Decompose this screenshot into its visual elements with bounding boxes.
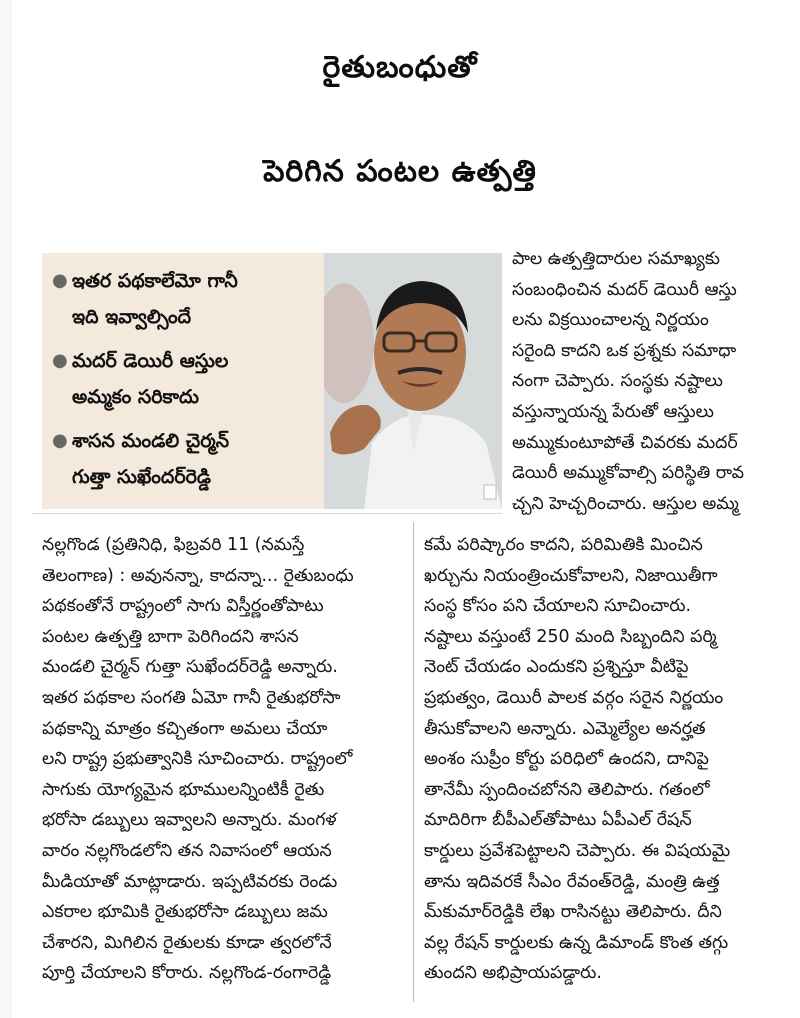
text-line: సంస్థ కోసం పని చేయాలని సూచించారు.: [424, 596, 692, 617]
text-line: కమే పరిష్కారం కాదని, పరిమితికి మించిన: [424, 535, 703, 555]
text-line: సాగుకు యోగ్యమైన భూములన్నింటికీ రైతు: [42, 779, 325, 800]
highlights-box: [42, 253, 324, 509]
highlight-text: గుత్తా సుఖేందర్‌రెడ్డి: [72, 466, 211, 488]
text-line: పాల ఉత్పత్తిదారుల సమాఖ్యకు: [512, 249, 720, 269]
text-line: మాదిరిగా బీపీఎల్‌తోపాటు ఏపీఎల్ రేషన్: [424, 810, 692, 831]
text-line: నల్లగొండ (ప్రతినిధి, ఫిబ్రవరి 11 (నమస్తే: [42, 535, 305, 555]
highlight-text: శాసన మండలి చైర్మన్: [72, 430, 230, 452]
highlight-text: ఇది ఇవ్వాల్సిందే: [72, 306, 192, 328]
text-line: తాను ఇదివరకే సీఎం రేవంత్‌రెడ్డి, మంత్రి ఉత్త: [424, 871, 720, 892]
text-line: లను విక్రయించాలన్న నిర్ణయం: [512, 310, 709, 331]
text-line: అమ్ముకుంటూపోతే చివరకు మదర్: [512, 432, 738, 453]
article-column-right: [424, 530, 784, 989]
text-line: ఖర్చును నియంత్రించుకోవాలని, నిజాయితీగా: [424, 565, 718, 586]
bullet-icon: ●: [52, 350, 68, 371]
text-line: తుందని అభిప్రాయపడ్డారు.: [424, 963, 602, 984]
text-line: సంబంధించిన మదర్ డెయిరీ ఆస్తు: [512, 279, 737, 300]
highlight-text: అమ్మకం సరికాదు: [72, 386, 199, 408]
highlight-item: [52, 263, 318, 335]
text-line: వస్తున్నాయన్న పేరుతో ఆస్తులు: [512, 401, 714, 422]
text-line: తీసుకోవాలని అన్నారు. ఎమ్మెల్యేల అనర్హత: [424, 718, 706, 739]
headline-line-1: రైతుబంధుతో: [322, 50, 478, 85]
text-line: మీడియాతో మాట్లాడారు. ఇప్పటివరకు రెండు: [42, 871, 338, 892]
article-column-left: [42, 530, 410, 989]
text-line: చ్చని హెచ్చరించారు. ఆస్తుల అమ్మ: [512, 493, 739, 514]
text-line: తానేమీ స్పందించబోనని తెలిపారు. గతంలో: [424, 779, 710, 800]
bullet-icon: ●: [52, 430, 68, 451]
text-line: పథకాన్ని మాత్రం కచ్చితంగా అమలు చేయా: [42, 718, 328, 739]
text-line: ప్రభుత్వం, డెయిరీ పాలక వర్గం సరైన నిర్ణయం: [424, 687, 724, 708]
highlight-text: ఇతర పథకాలేమో గానీ: [72, 270, 238, 292]
text-line: నంగా చెప్పారు. సంస్థకు నష్టాలు: [512, 371, 723, 392]
text-line: వారం నల్లగొండలోని తన నివాసంలో ఆయన: [42, 840, 332, 861]
text-line: సరైంది కాదని ఒక ప్రశ్నకు సమాధా: [512, 340, 737, 361]
text-line: ఇతర పథకాల సంగతి ఏమో గానీ రైతుభరోసా: [42, 687, 341, 708]
text-line: డెయిరీ అమ్ముకోవాల్సి పరిస్థితి రావ: [512, 463, 744, 484]
article-column-right-top: [512, 244, 782, 519]
text-line: అంశం సుప్రీం కోర్టు పరిధిలో ఉందని, దానిపై: [424, 749, 709, 770]
text-line: పంటల ఉత్పత్తి బాగా పెరిగిందని శాసన: [42, 626, 299, 647]
highlight-item: [52, 343, 318, 415]
section-divider: [32, 513, 502, 514]
highlight-item: [52, 423, 318, 495]
text-line: తెలంగాణ) : అవునన్నా, కాదన్నా... రైతుబంధు: [42, 565, 354, 586]
politician-photo: [324, 253, 502, 509]
text-line: నెంట్ చేయడం ఎందుకని ప్రశ్నిస్తూ వీటిపై: [424, 657, 689, 678]
text-line: కార్డులు ప్రవేశపెట్టాలని చెప్పారు. ఈ విషయమై: [424, 840, 731, 861]
headline-line-2: పెరిగిన పంటల ఉత్పత్తి: [263, 154, 537, 189]
bullet-icon: ●: [52, 270, 68, 291]
text-line: పథకంతోనే రాష్ట్రంలో సాగు విస్తీర్ణంతోపాటు: [42, 596, 324, 617]
text-line: చేశారని, మిగిలిన రైతులకు కూడా త్వరలోనే: [42, 932, 332, 953]
text-line: మ్‌కుమార్‌రెడ్డికి లేఖ రాసినట్టు తెలిపారు. దీని: [424, 902, 722, 923]
text-line: మండలి చైర్మన్ గుత్తా సుఖేందర్‌రెడ్డి అన్నారు.: [42, 657, 338, 678]
text-line: నష్టాలు వస్తుంటే 250 మంది సిబ్బందిని పర్మి: [424, 626, 717, 647]
portrait-illustration: [324, 253, 502, 509]
column-divider: [413, 522, 414, 1002]
photo-corner-tag: [484, 485, 496, 499]
text-line: పూర్తి చేయాలని కోరారు. నల్లగొండ-రంగారెడ్డి: [42, 963, 332, 984]
text-line: లని రాష్ట్ర ప్రభుత్వానికి సూచించారు. రాష్ట్రంలో: [42, 749, 353, 770]
text-line: వల్ల రేషన్ కార్డులకు ఉన్న డిమాండ్ కొంత తగ్గు: [424, 932, 729, 953]
text-line: ఎకరాల భూమికి రైతుభరోసా డబ్బులు జమ: [42, 902, 328, 923]
text-line: భరోసా డబ్బులు ఇవ్వాలని అన్నారు. మంగళ: [42, 810, 337, 831]
highlight-text: మదర్ డెయిరీ ఆస్తుల: [72, 350, 229, 372]
